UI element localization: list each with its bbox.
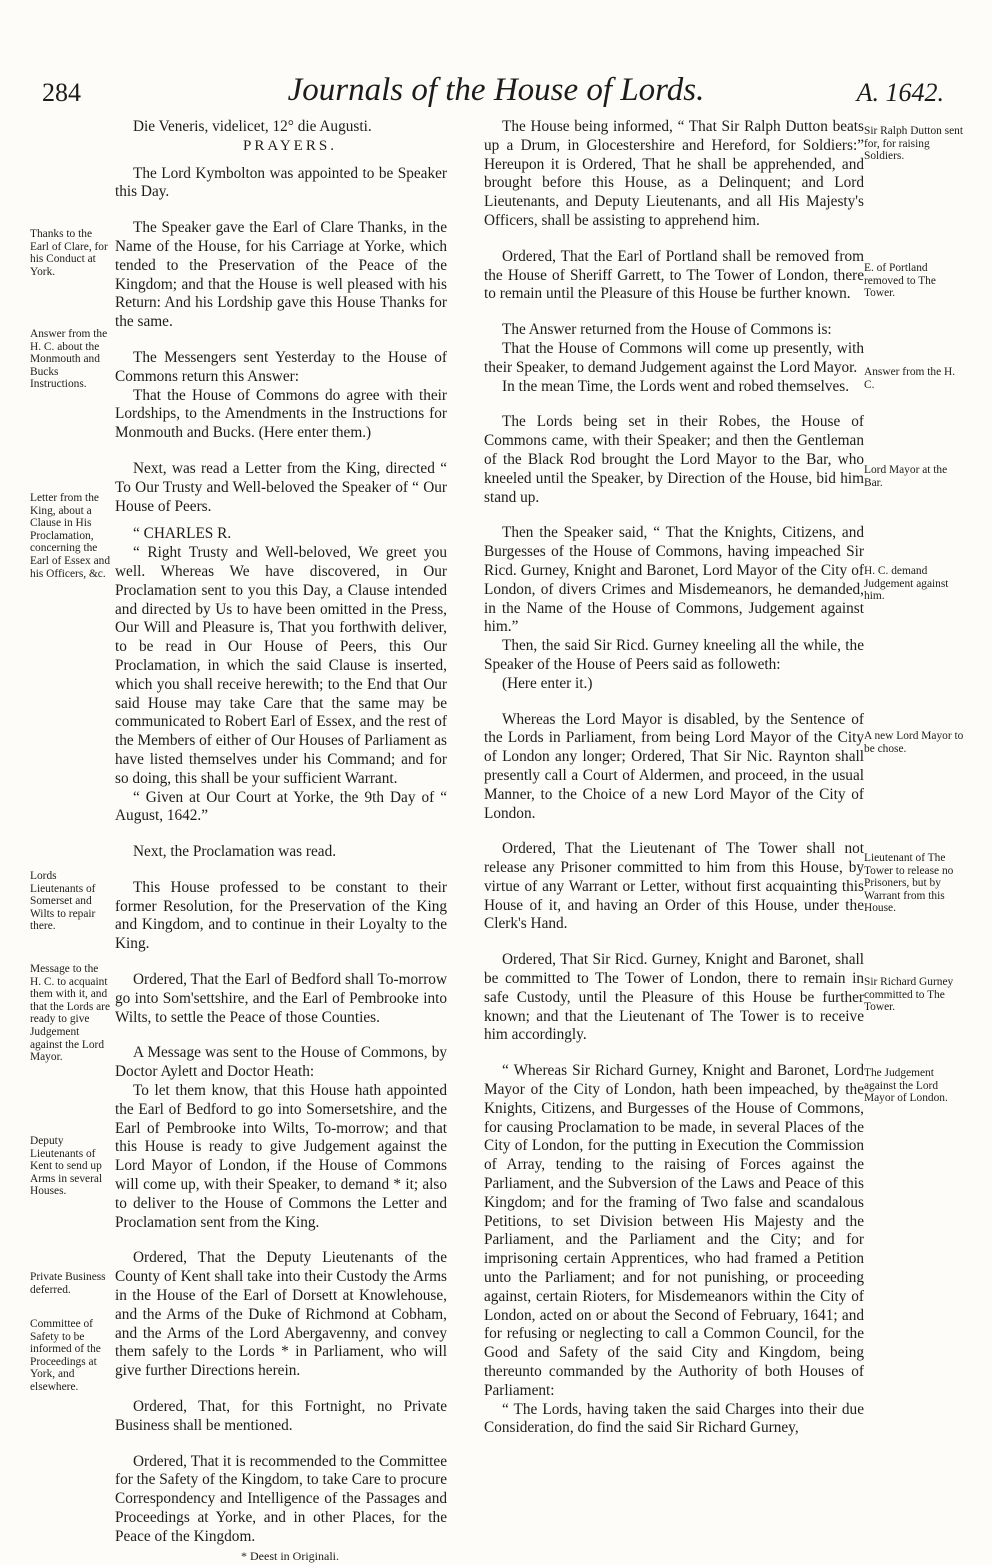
- footnote: * Deest in Originali.: [241, 1548, 339, 1563]
- paragraph: The Lord Kymbolton was appointed to be Speaker this Day.: [115, 164, 447, 201]
- letter-date: “ Given at Our Court at Yorke, the 9th Day of “ August, 1642.”: [115, 788, 447, 825]
- paragraph: Ordered, That the Earl of Bedford shall To-morrow go into Som'settshire, and the Earl of Pembrooke into Wilts, to settle the Peace of those Counties.: [115, 971, 447, 1026]
- paragraph: The Lords being set in their Robes, the House of Commons came, with their Speaker; and then the Gentleman of the Black Rod brought the Lord Mayor to the Bar, who kneeled until the Speaker, by Direction of the House, bid him stand up.: [484, 413, 864, 506]
- paragraph: “ The Lords, having taken the said Charges into their due Consideration, do find the said Sir Richard Gurney,: [484, 1400, 864, 1437]
- paragraph: Ordered, That it is recommended to the Committee for the Safety of the Kingdom, to take Care to procure Correspondency and Intelligence of the Passages and Proceedings at Yorke, and in other Places, for the Peace of the Kingdom.: [115, 1452, 447, 1545]
- running-year: A. 1642.: [856, 78, 944, 107]
- paragraph: Ordered, That Sir Ricd. Gurney, Knight and Baronet, shall be committed to The Tower of London, there to remain in safe Custody, until the Pleasure of this House be further known; and that the Lieutenant of The Tower is to receive him accordingly.: [484, 951, 864, 1044]
- paragraph: The Speaker gave the Earl of Clare Thanks, in the Name of the House, for his Carriage at Yorke, which tended to the Preservation of the Peace of the Kingdom; and that the House is well pleased with his Return: And his Lordship gave this House Thanks for the same.: [115, 219, 447, 331]
- paragraph: The House being informed, “ That Sir Ralph Dutton beats up a Drum, in Glocestershire and Hereford, for Soldiers:” Hereupon it is Ordered, That he shall be apprehended, and brought before this House, as a Delinquent; and Lord Lieutenants, and Deputy Lieutenants, and all His Majesty's Officers, shall be assisting to apprehend him.: [484, 118, 864, 229]
- paragraph: This House professed to be constant to their former Resolution, for the Preservation of the King and Kingdom, and to continue in their Loyalty to the King.: [115, 878, 447, 953]
- running-title: Journals of the House of Lords.: [287, 72, 705, 108]
- paragraph: Ordered, That the Lieutenant of The Tower shall not release any Prisoner committed to him from this House, by virtue of any Warrant or Letter, without first acquainting this House of it, and having an Order of this House, under the Clerk's Hand.: [484, 840, 864, 933]
- margin-note: Answer from the H. C.: [864, 366, 956, 391]
- margin-note: Deputy Lieutenants of Kent to send up Arms in several Houses.: [30, 1135, 103, 1198]
- paragraph: Next, the Proclamation was read.: [133, 843, 337, 861]
- paragraph: That the House of Commons will come up presently, with their Speaker, to demand Judgement against the Lord Mayor.: [484, 339, 864, 376]
- paragraph: Then, the said Sir Ricd. Gurney kneeling all the while, the Speaker of the House of Peers said as followeth:: [484, 637, 864, 673]
- paragraph: Ordered, That the Deputy Lieutenants of the County of Kent shall take into their Custody the Arms in the House of the Earl of Dorsett at Knowlehouse, and the Arms of the Duke of Richmond at Cobham, and the Arms of the Lord Abergavenny, and convey them safely to the Lords * in Parliament, who will give further Directions herein.: [115, 1249, 447, 1380]
- paragraph: That the House of Commons do agree with their Lordships, to the Amendments in the Instructions for Monmouth and Bucks. (Here enter them.): [115, 386, 447, 442]
- margin-note: A new Lord Mayor to be chose.: [864, 730, 964, 755]
- margin-note: Sir Ralph Dutton sent for, for raising Soldiers.: [864, 125, 964, 163]
- paragraph: Ordered, That the Earl of Portland shall be removed from the House of Sheriff Garrett, to The Tower of London, there to remain until the Pleasure of this House be further known.: [484, 247, 864, 303]
- prayers-heading: PRAYERS.: [243, 137, 337, 154]
- margin-note: Answer from the H. C. about the Monmouth and Bucks Instructions.: [30, 328, 108, 391]
- left-column: [115, 118, 447, 1565]
- paragraph: To let them know, that this House hath appointed the Earl of Bedford to go into Somersetshire, and the Earl of Pembrooke into Wilts, To-morrow; and that this House is ready to give Judgement against the Lord Mayor of London, if the House of Commons will come up, with their Speaker, to demand * it; also to deliver to the House of Commons the Letter and Proclamation sent from the King.: [115, 1082, 447, 1231]
- paragraph: The Answer returned from the House of Commons is:: [502, 321, 832, 339]
- session-heading: Die Veneris, videlicet, 12° die Augusti.: [133, 118, 372, 135]
- margin-note: Message to the H. C. to acquaint them with it, and that the Lords are ready to give Judgement against the Lord Mayor.: [30, 963, 111, 1064]
- paragraph: “ Whereas Sir Richard Gurney, Knight and Baronet, Lord Mayor of the City of London, hath been impeached, by the Knights, Citizens, and Burgesses of the House of Commons, for causing Proclamation to be made, in several Places of the City of London, for the putting in Execution the Commission of Array, tending to the raising of Forces against the Parliament, and the Subversion of the Laws and Peace of this Kingdom; and for the framing of Two false and scandalous Petitions, to set Division between His Majesty and the Parliament, and the Parliament and the City; and for imprisoning certain Apprentices, who had framed a Petition unto the Parliament; and for not punishing, or proceeding against, certain Rioters, for Misdemeanors within the City of London, acted on or about the Second of February, 1641; and for refusing or neglecting to call a Common Council, for the Good and Safety of the said City and Kingdom, being thereunto commanded by the Authority of both Houses of Parliament:: [484, 1062, 864, 1399]
- margin-note: Private Business deferred.: [30, 1271, 106, 1296]
- margin-note: Lieutenant of The Tower to release no Prisoners, but by Warrant from this House.: [864, 852, 954, 915]
- right-column: [484, 118, 864, 1438]
- paragraph: The Messengers sent Yesterday to the House of Commons return this Answer:: [115, 348, 447, 385]
- margin-note: Thanks to the Earl of Clare, for his Conduct at York.: [30, 228, 108, 278]
- paragraph: Ordered, That, for this Fortnight, no Private Business shall be mentioned.: [115, 1398, 447, 1434]
- margin-note: E. of Portland removed to The Tower.: [864, 262, 936, 300]
- paragraph: Next, was read a Letter from the King, directed “ To Our Trusty and Well-beloved the Speaker of “ Our House of Peers.: [115, 459, 447, 515]
- page-number: 284: [42, 78, 81, 107]
- letter-body: “ Right Trusty and Well-beloved, We greet you well. Whereas We have discovered, in Our Proclamation sent to you this Day, a Clause intended and directed by Us to have been omitted in the Press, Our Will and Pleasure is, That you forthwith deliver, to be read in Our House of Peers, this Our Proclamation, in which the said Clause is inserted, which you shall receive herewith; to the End that Our said House may take Care that the same may be communicated to Robert Earl of Essex, and the rest of the Members of either of Our Houses of Parliament as have listed themselves under his Command; and for so doing, this shall be your sufficient Warrant.: [115, 544, 447, 787]
- page-header: [0, 0, 992, 112]
- paragraph: In the mean Time, the Lords went and robed themselves.: [502, 377, 850, 395]
- margin-note: Sir Richard Gurney committed to The Tower.: [864, 976, 954, 1014]
- paragraph: A Message was sent to the House of Commons, by Doctor Aylett and Doctor Heath:: [115, 1044, 447, 1081]
- margin-note: H. C. demand Judgement against him.: [864, 565, 949, 603]
- margin-note: Lords Lieutenants of Somerset and Wilts to repair there.: [30, 870, 96, 933]
- margin-note: Lord Mayor at the Bar.: [864, 464, 948, 489]
- margin-note: The Judgement against the Lord Mayor of London.: [864, 1067, 948, 1105]
- margin-note: Letter from the King, about a Clause in His Proclamation, concerning the Earl of Essex and his Officers, &c.: [30, 492, 111, 580]
- paragraph: Whereas the Lord Mayor is disabled, by the Sentence of the Lords in Parliament, from being Lord Mayor of the City of London any longer; Ordered, That Sir Nic. Raynton shall presently call a Court of Aldermen, and proceed, in the usual Manner, to the Choice of a new Lord Mayor of the City of London.: [484, 710, 864, 822]
- letter-salutation: “ CHARLES R.: [133, 525, 232, 543]
- paragraph: (Here enter it.): [502, 674, 593, 692]
- margin-note: Committee of Safety to be informed of the Proceedings at York, and elsewhere.: [30, 1318, 101, 1393]
- paragraph: Then the Speaker said, “ That the Knights, Citizens, and Burgesses of the House of Commons, having impeached Sir Ricd. Gurney, Knight and Baronet, Lord Mayor of the City of London, of divers Crimes and Misdemeanors, he demanded, in the Name of the House of Commons, Judgement against him.”: [484, 524, 864, 636]
